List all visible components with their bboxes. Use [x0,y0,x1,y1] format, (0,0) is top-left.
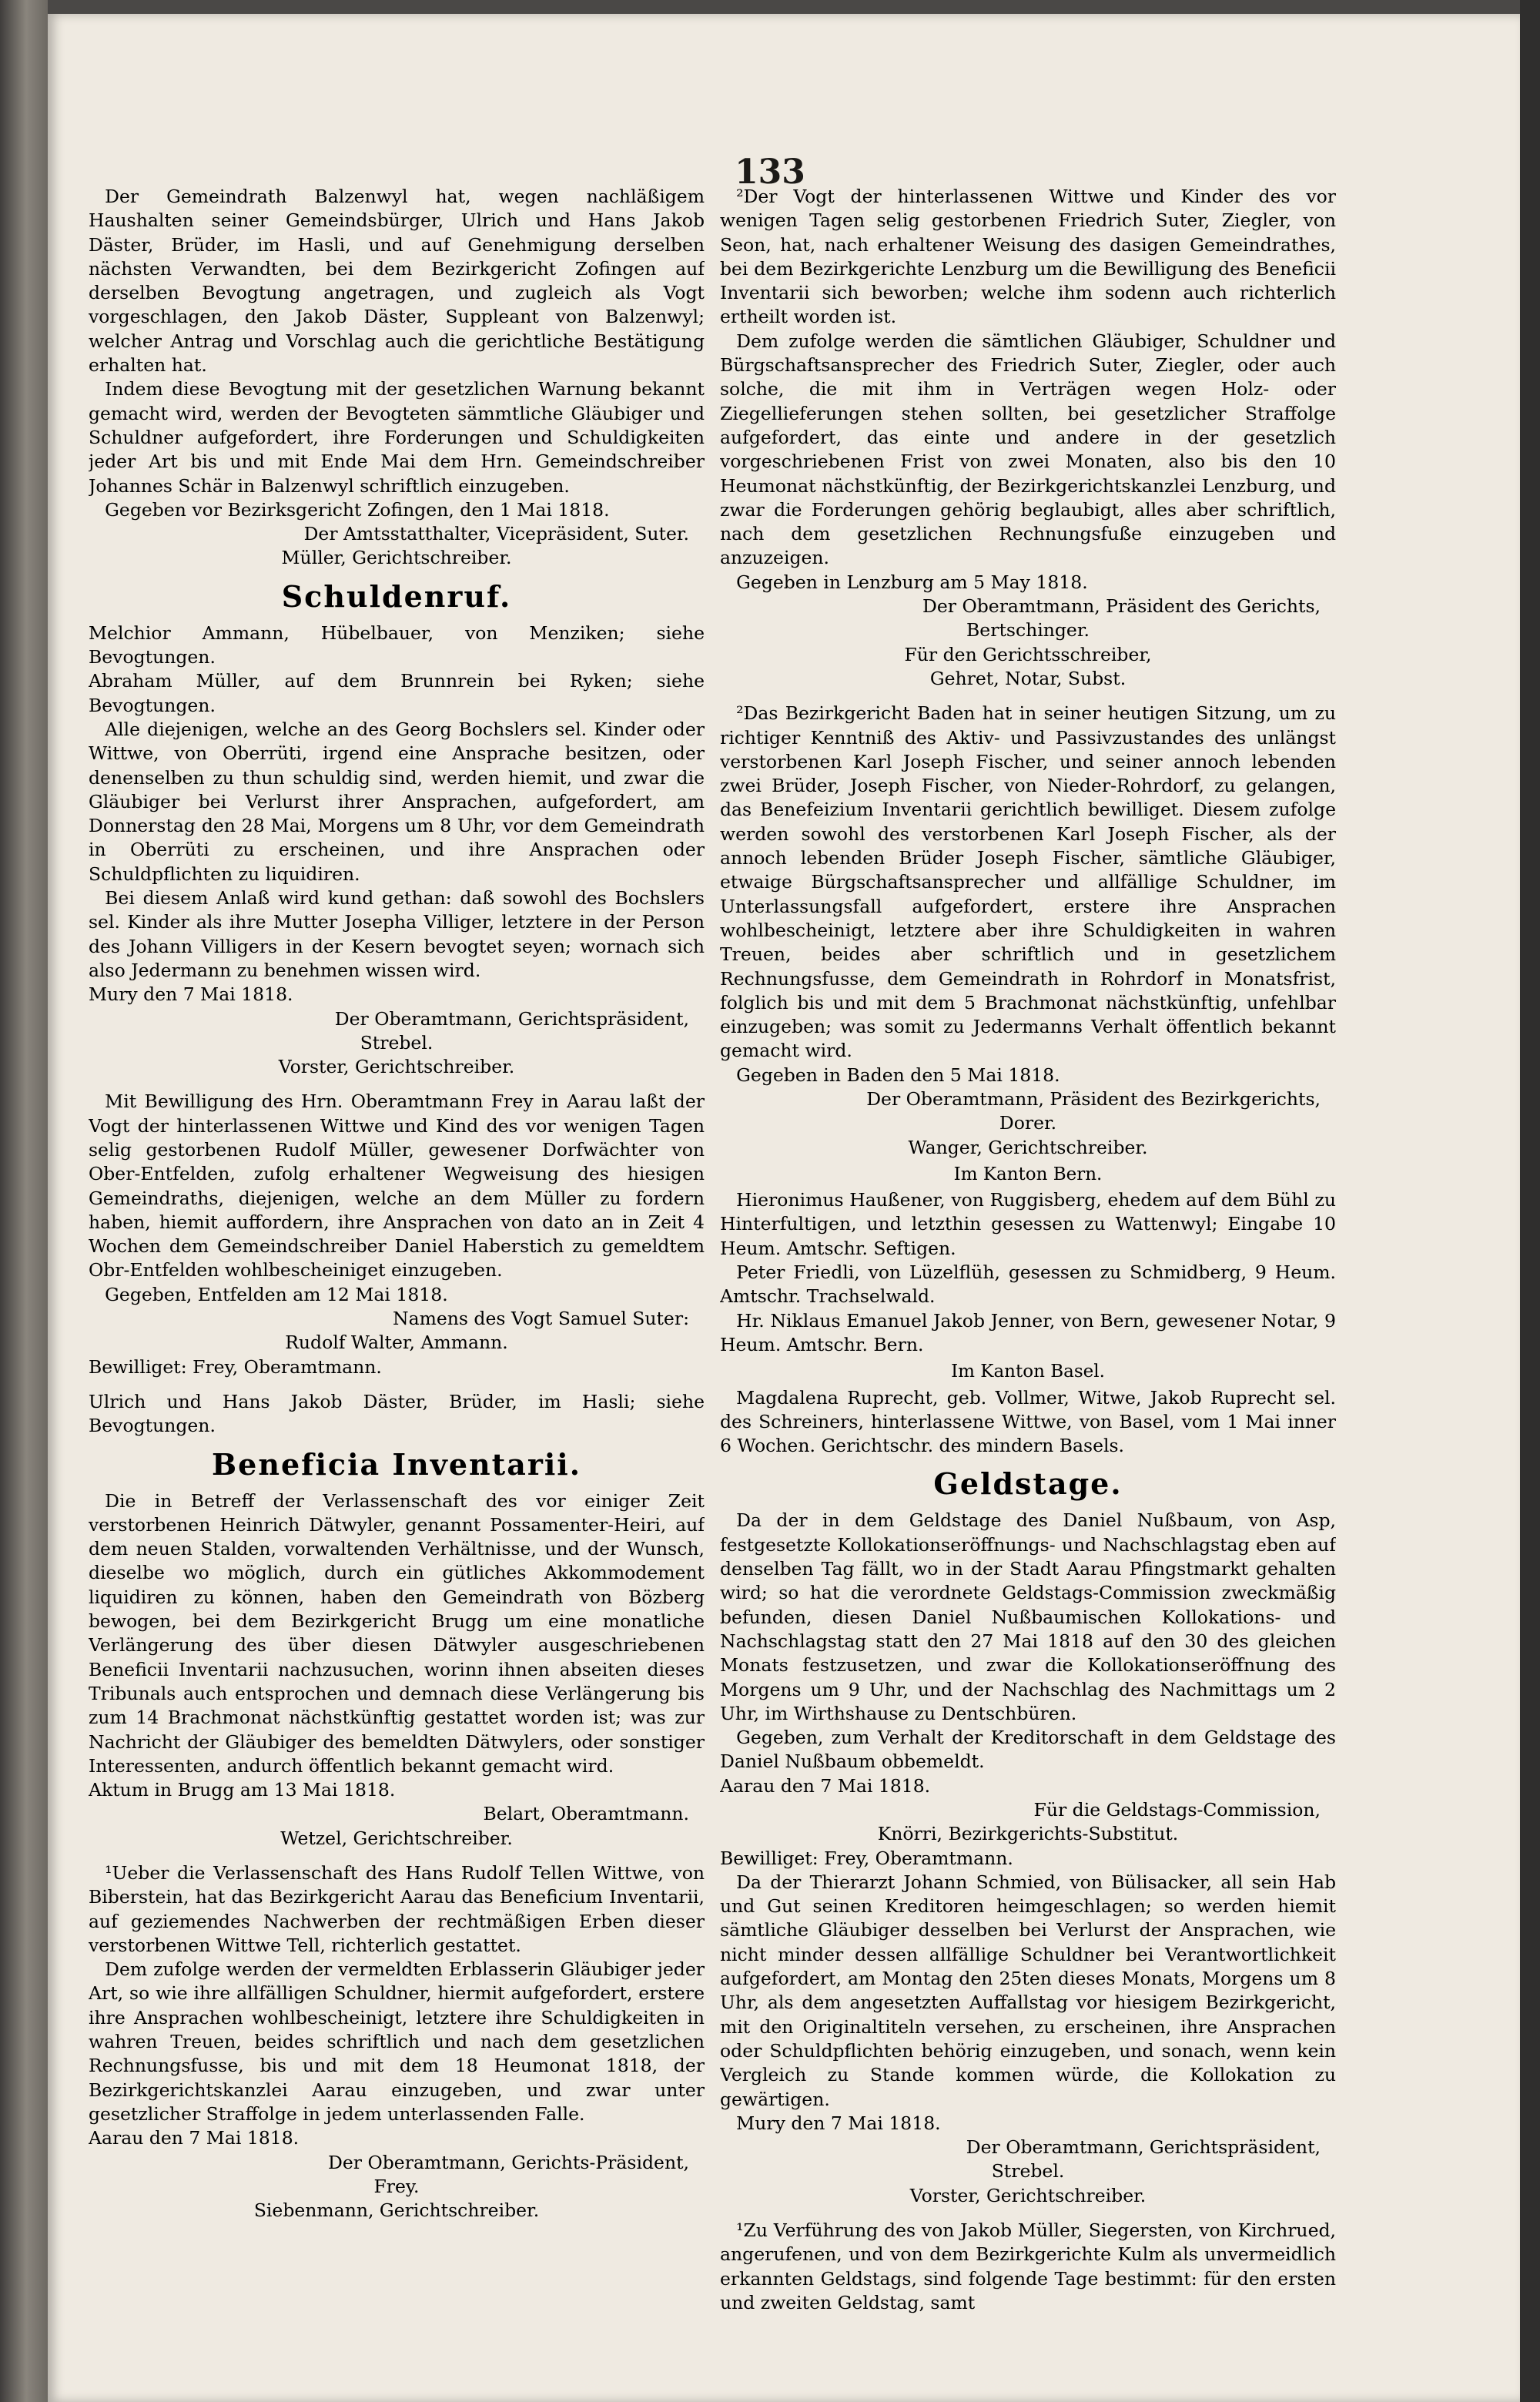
notice-date: Gegeben in Baden den 5 Mai 1818. [736,1064,1060,1086]
subheading-kanton-basel: Im Kanton Basel. [951,1362,1105,1382]
signature-line: Der Oberamtmann, Präsident des Gerichts, [922,595,1321,618]
signature-line: Vorster, Gerichtschreiber. [278,1056,515,1078]
notice-date: Mury den 7 Mai 1818. [89,983,293,1006]
notice-date: Gegeben in Lenzburg am 5 May 1818. [736,571,1088,593]
notice-balzenwyl-continued: Indem diese Bevogtung mit der gesetzlichen Warnung bekannt gemacht wird, werden der Bevogteten sämmtliche Gläubiger und Schuldner aufgefordert, ihre Forderungen und Schuldigkeiten jeder Art bis und mit Ende Mai dem Hrn. Gemeindschreiber Johannes Schär in Balzenwyl schriftlich einzugeben. [89,378,705,497]
notice-suter-continued: Dem zufolge werden die sämtlichen Gläubiger, Schuldner und Bürgschaftsansprecher des Friedrich Suter, Ziegler, oder auch solche, die mit ihm in Verträgen wegen Holz- oder Ziegellieferungen stehen sollten, bei gesetzlicher Straffolge aufgefordert, das einte und andere in der gesetzlich vorgeschriebenen Frist von zwei Monaten, also bis den 10 Heumonat nächstkünftig, der Bezirkgerichtskanzlei Lenzburg, und zwar die Forderungen gehörig beglaubigt, alles aber schriftlich, nach dem gesetzlichen Rechnungsfuße einzugeben und anzuzeigen. [720,330,1336,569]
signature-line: Frey. [373,2175,420,2197]
notice-balzenwyl: Der Gemeindrath Balzenwyl hat, wegen nachläßigem Haushalten seiner Gemeindsbürger, Ulrich und Hans Jakob Däster, Brüder, im Hasli, und auf Genehmigung derselben nächsten Verwandten, bei dem Bezirkgericht Zofingen auf derselben Bevogtung angetragen, und zugleich als Vogt vorgeschlagen, den Jakob Däster, Suppleant von Balzenwyl; welcher Antrag und Vorschlag auch die gerichtliche Bestätigung erhalten hat. [89,186,705,377]
signature-line: Der Oberamtmann, Präsident des Bezirkgerichts, [866,1087,1321,1110]
right-column [720,185,1336,2372]
notice-daester: Ulrich und Hans Jakob Däster, Brüder, im Hasli; siehe Bevogtungen. [89,1390,705,1437]
notice-jenner: Hr. Niklaus Emanuel Jakob Jenner, von Bern, gewesener Notar, 9 Heum. Amtschr. Bern. [720,1309,1336,1355]
notice-date: Gegeben vor Bezirksgericht Zofingen, den 1 Mai 1818. [105,498,610,521]
signature-line: Strebel. [991,2160,1065,2183]
subheading-kanton-bern: Im Kanton Bern. [953,1164,1103,1184]
left-column [89,185,705,2372]
notice-bochsler: Alle diejenigen, welche an des Georg Bochslers sel. Kinder oder Wittwe, von Oberrüti, irgend eine Ansprache besitzen, oder denenselben zu thun schuldig sind, werden hiemit, und zwar die Gläubiger bei Verlurst ihrer Ansprachen, aufgefordert, am Donnerstag den 28 Mai, Morgens um 8 Uhr, vor dem Gemeindrath in Oberrüti zu erscheinen, und ihre Ansprachen oder Schuldpflichten zu liquidiren. [89,718,705,885]
notice-haussener: Hieronimus Haußener, von Ruggisberg, ehedem auf dem Bühl zu Hinterfultigen, und letzthin gesessen zu Wattenwyl; Eingabe 10 Heum. Amtschr. Seftigen. [720,1189,1336,1259]
signature-line: Knörri, Bezirkgerichts-Substitut. [877,1823,1179,1845]
notice-nussbaum-continued: Gegeben, zum Verhalt der Kreditorschaft in dem Geldstage des Daniel Nußbaum obbemeldt. [720,1727,1336,1773]
notice-rudolf-mueller: Mit Bewilligung des Hrn. Oberamtmann Frey in Aarau laßt der Vogt der hinterlassenen Wittwe und Kind des vor wenigen Tagen selig gestorbenen Rudolf Müller, gewesener Dorfwächter von Ober-Entfelden, zufolg erhaltener Wegweisung des hiesigen Gemeindraths, diejenigen, welche an dem Müller zu fordern haben, hiemit auffordern, ihre Ansprachen von dato an in Zeit 4 Wochen dem Gemeindschreiber Daniel Haberstich zu gemeldtem Obr-Entfelden wohlbescheiniget einzugeben. [89,1090,705,1281]
signature-line: Der Amtsstatthalter, Vicepräsident, Suter. [303,523,689,545]
signature-line: Strebel. [360,1031,434,1054]
page-number: 133 [735,152,805,192]
signature-line: Wanger, Gerichtschreiber. [908,1136,1148,1158]
signature-line: Siebenmann, Gerichtschreiber. [253,2199,540,2222]
signature-line: Gehret, Notar, Subst. [929,667,1127,689]
notice-date: Aarau den 7 Mai 1818. [720,1774,931,1797]
notice-fischer: ²Das Bezirkgericht Baden hat in seiner heutigen Sitzung, um zu richtiger Kenntniß des Aktiv- und Passivzustandes des unlängst verstorbenen Karl Joseph Fischer, und seiner annoch lebenden zwei Brüder, Joseph Fischer, von Nieder-Rohrdorf, zu gelangen, das Benefeizium Inventarii gerichtlich bewilliget. Diesem zufolge werden sowohl des verstorbenen Karl Joseph Fischer, als der annoch lebenden Brüder Joseph Fischer, sämtliche Gläubiger, etwaige Bürgschaftsansprecher und allfällige Schuldner, im Unterlassungsfall aufgefordert, erstere ihre Ansprachen wohlbescheinigt, letztere aber ihre Schuldigkeiten in wahren Treuen, beides aber schriftlich und in gesetzlichem Rechnungsfusse, dem Gemeindrath in Rohrdorf in Monatsfrist, folglich bis und mit dem 5 Brachmonat nächstkünftig, unfehlbar einzugeben; was somit zu Jedermanns Verhalt öffentlich bekannt gemacht wird. [720,702,1336,1062]
adjacent-page-edge [0,0,48,2402]
signature-line: Der Oberamtmann, Gerichtspräsident, [966,2136,1321,2159]
signature-line: Rudolf Walter, Ammann. [285,1332,508,1354]
signature-line: Für den Gerichtsschreiber, [904,643,1152,665]
signature-line: Namens des Vogt Samuel Suter: [393,1308,689,1330]
notice-date: Aktum in Brugg am 13 Mai 1818. [89,1779,396,1801]
section-heading-geldstage: Geldstage. [933,1466,1123,1502]
notice-friedli: Peter Friedli, von Lüzelflüh, gesessen zu Schmidberg, 9 Heum. Amtschr. Trachselwald. [720,1261,1336,1308]
section-heading-beneficia: Beneficia Inventarii. [212,1446,581,1482]
section-heading-schuldenruf: Schuldenruf. [281,578,512,614]
notice-date: Mury den 7 Mai 1818. [736,2112,941,2134]
approval-line: Bewilliget: Frey, Oberamtmann. [89,1355,382,1378]
signature-line: Für die Geldstags-Commission, [1033,1799,1321,1821]
signature-line: Müller, Gerichtschreiber. [281,547,512,569]
notice-schmied: Da der Thierarzt Johann Schmied, von Bülisacker, all sein Hab und Gut seinen Kreditoren heimgeschlagen; so werden hiemit sämtliche Gläubiger desselben bei Verlurst der Ansprachen, wie nicht minder dessen allfällige Schuldner bei Verantwortlichkeit aufgefordert, am Montag den 25ten dieses Monats, Morgens um 8 Uhr, als dem angesetzten Auffallstag vor hiesigem Bezirkgericht, mit den Originaltiteln versehen, zu erscheinen, ihre Ansprachen oder Schuldpflichten behörig einzugeben, und sonach, wenn kein Vergleich zu Stande kommen würde, die Kollokation zu gewärtigen. [720,1871,1336,2110]
scan-background-edge [1520,0,1540,2402]
notice-ruprecht: Magdalena Ruprecht, geb. Vollmer, Witwe, Jakob Ruprecht sel. des Schreiners, hinterlassene Wittwe, von Basel, vom 1 Mai inner 6 Wochen. Gerichtschr. des mindern Basels. [720,1386,1336,1457]
notice-nussbaum: Da der in dem Geldstage des Daniel Nußbaum, von Asp, festgesetzte Kollokationseröffnungs- und Nachschlagstag eben auf denselben Tag fällt, wo in der Stadt Aarau Pfingstmarkt gehalten wird; so hat die verordnete Geldstags-Commission zweckmäßig befunden, diesen Daniel Nußbaumischen Kollokations- und Nachschlagstag statt den 27 Mai 1818 auf den 30 des gleichen Monats festzusetzen, und zwar die Kollokationseröffnung des Morgens um 9 Uhr, und der Nachschlag des Nachmittags um 2 Uhr, im Wirthshause zu Dentschbüren. [720,1509,1336,1724]
notice-tell: ¹Ueber die Verlassenschaft des Hans Rudolf Tellen Wittwe, von Biberstein, hat das Bezirkgericht Aarau das Beneficium Inventarii, auf geziemendes Nachwerben der rechtmäßigen Erben dieser verstorbenen Wittwe Tell, richterlich gestattet. [89,1862,705,1956]
signature-line: Belart, Oberamtmann. [483,1803,689,1825]
signature-line: Dorer. [999,1112,1057,1134]
notice-tell-continued: Dem zufolge werden der vermeldten Erblasserin Gläubiger jeder Art, so wie ihre allfälligen Schuldner, hiermit aufgefordert, erstere ihre Ansprachen wohlbescheinigt, letztere ihre Schuldigkeiten in wahren Treuen, beides schriftlich und nach dem gesetzlichen Rechnungsfusse, bis und mit dem 18 Heumonat 1818, der Bezirkgerichtskanzlei Aarau einzugeben, und zwar unter gesetzlicher Straffolge in jedem unterlassenden Falle. [89,1958,705,2125]
signature-line: Der Oberamtmann, Gerichtspräsident, [334,1007,689,1030]
approval-line: Bewilliget: Frey, Oberamtmann. [720,1847,1013,1869]
signature-line: Vorster, Gerichtschreiber. [909,2184,1147,2206]
notice-jakob-mueller: ¹Zu Verführung des von Jakob Müller, Siegersten, von Kirchrued, angerufenen, und von dem Bezirkgerichte Kulm als unvermeidlich erkannten Geldstags, sind folgende Tage bestimmt: für den ersten und zweiten Geldstag, samt [720,2219,1336,2313]
signature-line: Der Oberamtmann, Gerichts-Präsident, [328,2151,689,2173]
notice-daetwyler: Die in Betreff der Verlassenschaft des vor einiger Zeit verstorbenen Heinrich Dätwyler, genannt Possamenter-Heiri, auf dem neuen Stalden, vorwaltenden Verhältnisse, und der Wunsch, dieselbe wo möglich, durch ein gütliches Akkommodement liquidiren zu können, haben den Gemeindrath von Bözberg bewogen, bei dem Bezirkgericht Brugg um eine monatliche Verlängerung des über diesen Dätwyler ausgeschriebenen Beneficii Inventarii nachzusuchen, worinn ihnen abseiten dieses Tribunals auch entsprochen und demnach diese Verlängerung bis zum 14 Brachmonat nächstkünftig gestattet worden ist; was zur Nachricht der Gläubiger des bemeldten Dätwylers, oder sonstiger Interessenten, andurch öffentlich bekannt gemacht wird. [89,1489,705,1777]
notice-date: Gegeben, Entfelden am 12 Mai 1818. [105,1283,448,1305]
notice-ammann: Melchior Ammann, Hübelbauer, von Menziken; siehe Bevogtungen. [89,621,705,668]
notice-date: Aarau den 7 Mai 1818. [89,2127,300,2149]
notice-mueller: Abraham Müller, auf dem Brunnrein bei Ryken; siehe Bevogtungen. [89,670,705,716]
notice-suter: ²Der Vogt der hinterlassenen Wittwe und Kinder des vor wenigen Tagen selig gestorbenen Friedrich Suter, Ziegler, von Seon, hat, nach erhaltener Weisung des dasigen Gemeindrathes, bei dem Bezirkgerichte Lenzburg um die Bewilligung des Beneficii Inventarii sich beworben; welche ihm sodenn auch richterlich ertheilt worden ist. [720,186,1336,328]
signature-line: Bertschinger. [966,619,1090,642]
signature-line: Wetzel, Gerichtschreiber. [280,1827,513,1849]
notice-bochsler-continued: Bei diesem Anlaß wird kund gethan: daß sowohl des Bochslers sel. Kinder als ihre Mutter Josepha Villiger, letztere in der Person des Johann Villigers in der Kesern bevogtet seyen; wornach sich also Jedermann zu benehmen wissen wird. [89,887,705,981]
